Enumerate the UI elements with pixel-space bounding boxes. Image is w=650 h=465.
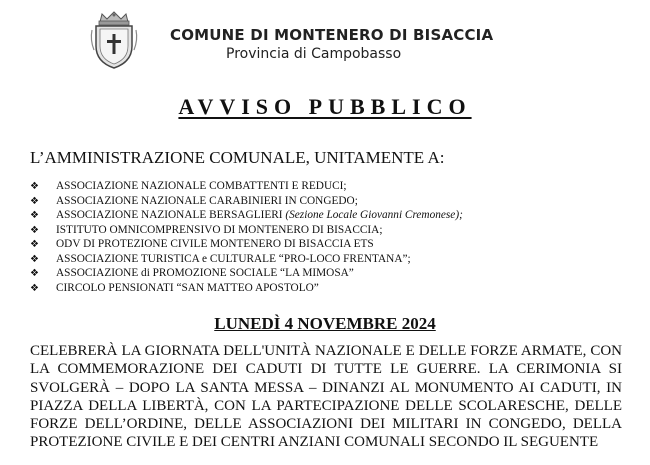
association-note: (Sezione Locale Giovanni Cremonese); (285, 209, 463, 221)
list-item (30, 237, 463, 252)
association-text: CIRCOLO PENSIONATI “SAN MATTEO APOSTOLO” (56, 281, 319, 294)
event-date: LUNEDÌ 4 NOVEMBRE 2024 (214, 314, 436, 333)
letterhead (88, 8, 568, 72)
diamond-bullet-icon: ❖ (30, 181, 39, 192)
association-text: ASSOCIAZIONE NAZIONALE COMBATTENTI E REDUCI; (56, 180, 347, 192)
list-item (30, 281, 463, 296)
list-item (30, 208, 463, 223)
diamond-bullet-icon: ❖ (30, 239, 39, 250)
announcement-body: CELEBRERÀ LA GIORNATA DELL'UNITÀ NAZIONALE E DELLE FORZE ARMATE, CON LA COMMEMORAZIONE DEI CADUTI DI TUTTE LE GUERRE. LA CERIMONIA SI SVOLGERÀ – DOPO LA SANTA MESSA – DINANZI AL MONUMENTO AI CADUTI, IN PIAZZA DELLA LIBERTÀ, CON LA PARTECIPAZIONE DELLE SCOLARESCHE, DELLE FORZE DELL’ORDINE, DELLE ASSOCIAZIONI DEI MILITARI IN CONGEDO, DELLA PROTEZIONE CIVILE E DEI CENTRI ANZIANI COMUNALI SECONDO IL SEGUENTE (30, 343, 622, 451)
association-text: ODV DI PROTEZIONE CIVILE MONTENERO DI BISACCIA ETS (56, 238, 374, 250)
diamond-bullet-icon: ❖ (30, 282, 39, 294)
association-text: ASSOCIAZIONE TURISTICA e CULTURALE “PRO-LOCO FRENTANA”; (56, 252, 411, 265)
intro-text: L’AMMINISTRAZIONE COMUNALE, UNITAMENTE A: (30, 148, 445, 167)
province-name: Provincia di Campobasso (226, 46, 402, 62)
coat-of-arms-icon (88, 10, 140, 70)
association-text: ISTITUTO OMNICOMPRENSIVO DI MONTENERO DI BISACCIA; (56, 223, 383, 236)
diamond-bullet-icon: ❖ (30, 195, 39, 207)
diamond-bullet-icon: ❖ (30, 224, 39, 236)
association-text: ASSOCIAZIONE NAZIONALE CARABINIERI IN CONGEDO; (56, 194, 358, 207)
notice-title: AVVISO PUBBLICO (178, 94, 472, 119)
diamond-bullet-icon: ❖ (30, 268, 39, 279)
list-item (30, 223, 463, 238)
list-item (30, 179, 463, 194)
association-text: ASSOCIAZIONE NAZIONALE BERSAGLIERI (56, 209, 286, 221)
list-item (30, 252, 463, 267)
municipality-name: COMUNE DI MONTENERO DI BISACCIA (170, 26, 494, 44)
association-text: ASSOCIAZIONE di PROMOZIONE SOCIALE “LA MIMOSA” (56, 267, 354, 279)
list-item (30, 266, 463, 281)
diamond-bullet-icon: ❖ (30, 253, 39, 265)
associations-list (30, 179, 463, 295)
diamond-bullet-icon: ❖ (30, 210, 39, 221)
list-item (30, 194, 463, 209)
